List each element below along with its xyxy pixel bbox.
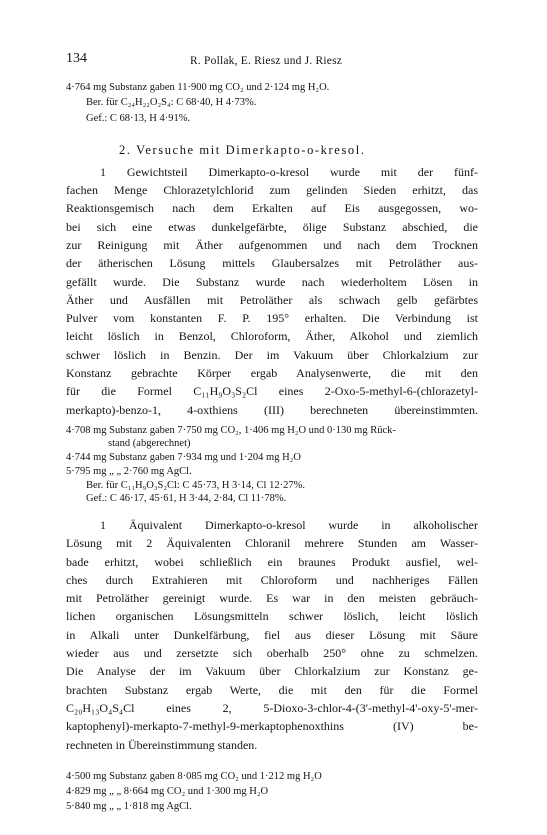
- analysis-line: Gef.: C 68·13, H 4·91%.: [86, 113, 191, 124]
- paragraph-line: rechneten in Übereinstimmung standen.: [66, 737, 258, 752]
- paragraph-line: mit Petroläther gereinigt wurde. Es war in den meisten gebräuch-: [66, 591, 478, 606]
- paragraph-line: für die Formel C₁₁H₉O₃S₂Cl eines 2-Oxo-5-methyl-6-(chlorazetyl-: [66, 384, 478, 399]
- paragraph-line: zur Reinigung mit Äther aufgenommen und nach dem Trocknen: [66, 237, 478, 252]
- paragraph-line: 1 Äquivalent Dimerkapto-o-kresol wurde in alkoholischer: [100, 517, 478, 532]
- paragraph-line: ches durch Extrahieren mit Chloroform und nachheriges Fällen: [66, 572, 478, 587]
- paragraph-line: Die Analyse der im Vakuum über Chlorkalzium zur Konstanz ge-: [66, 664, 478, 679]
- analysis-line: Ber. für C₂₄H₂₂O₂S₄: C 68·40, H 4·73%.: [86, 97, 257, 108]
- running-header-authors: R. Pollak, E. Riesz und J. Riesz: [190, 55, 343, 67]
- analysis-line: 5·840 mg „ „ 1·818 mg AgCl.: [66, 801, 192, 812]
- paragraph-line: leicht löslich in Benzol, Chloroform, Äther, Alkohol und ziemlich: [66, 329, 478, 344]
- paragraph-line: in Alkali unter Dunkelfärbung, fiel aus dieser Lösung mit Säure: [66, 627, 478, 642]
- paragraph-line: Äther und Ausfällen mit Petroläther als schwach gelb gefärbtes: [66, 292, 478, 307]
- analysis-line: stand (abgerechnet): [108, 438, 191, 450]
- section-heading: 2. Versuche mit Dimerkapto-o-kresol.: [119, 142, 366, 157]
- analysis-line: 4·744 mg Substanz gaben 7·934 mg und 1·204 mg H₂O: [66, 452, 301, 463]
- paragraph-line: merkapto)-benzo-1, 4-oxthiens (III) berechneten übereinstimmten.: [66, 402, 478, 417]
- paragraph-line: der ätherischen Lösung mittels Glaubersalzes mit Petroläther aus-: [66, 256, 478, 271]
- analysis-line: 4·500 mg Substanz gaben 8·085 mg CO₂ und 1·212 mg H₂O: [66, 771, 322, 782]
- analysis-line: 4·829 mg „ „ 8·664 mg CO₂ und 1·300 mg H₂O: [66, 786, 269, 797]
- paragraph-line: gefällt wurde. Die Substanz wurde nach wiederholtem Lösen in: [66, 274, 478, 289]
- paragraph-line: wieder aus und zersetzte sich oberhalb 250° ohne zu schmelzen.: [66, 646, 478, 660]
- analysis-line: Ber. für C₁₁H₉O₃S₂Cl: C 45·73, H 3·14, Cl 12·27%.: [86, 479, 305, 491]
- paragraph-line: Konstanz gebrachte Körper ergab Analysenwerte, die mit den: [66, 366, 478, 380]
- analysis-line: Gef.: C 46·17, 45·61, H 3·44, 2·84, Cl 11·78%.: [86, 493, 287, 505]
- page-number: 134: [66, 51, 87, 66]
- paragraph-line: schwer löslich in Benzin. Der im Vakuum über Chlorkalzium zur: [66, 347, 478, 362]
- paragraph-line: bei sich eine etwas dunkelgefärbte, ölige Substanz abschied, die: [66, 219, 478, 234]
- analysis-line: 4·708 mg Substanz gaben 7·750 mg CO₂, 1·406 mg H₂O und 0·130 mg Rück-: [66, 424, 396, 436]
- paragraph-line: bade erhitzt, wobei schließlich ein braunes Produkt ausfiel, wel-: [66, 554, 478, 569]
- paragraph-line: brachten Substanz ergab Werte, die mit den für die Formel: [66, 682, 478, 697]
- paragraph-line: C₂₀H₁₃O₄S₄Cl eines 2, 5-Dioxo-3-chlor-4-(3'-methyl-4'-oxy-5'-mer-: [66, 700, 478, 715]
- paragraph-line: kaptophenyl)-merkapto-7-methyl-9-merkaptophenoxthins (IV) be-: [66, 719, 478, 734]
- analysis-line: 4·764 mg Substanz gaben 11·900 mg CO₂ und 2·124 mg H₂O.: [66, 82, 330, 93]
- paragraph-line: fachen Menge Chlorazetylchlorid zum gelinden Sieden erhitzt, das: [66, 183, 478, 197]
- paragraph-line: 1 Gewichtsteil Dimerkapto-o-kresol wurde mit der fünf-: [100, 164, 478, 179]
- analysis-line: 5·795 mg „ „ 2·760 mg AgCl.: [66, 465, 192, 477]
- paragraph-line: Lösung mit 2 Äquivalenten Chloranil mehrere Stunden am Wasser-: [66, 536, 478, 551]
- paragraph-line: Reaktionsgemisch nach dem Erkalten auf Eis ausgegossen, wo-: [66, 201, 478, 216]
- paragraph-line: lichen organischen Lösungsmitteln schwer löslich, leicht löslich: [66, 609, 478, 624]
- paragraph-line: Pulver vom konstanten F. P. 195° erhalten. Die Verbindung ist: [66, 311, 478, 326]
